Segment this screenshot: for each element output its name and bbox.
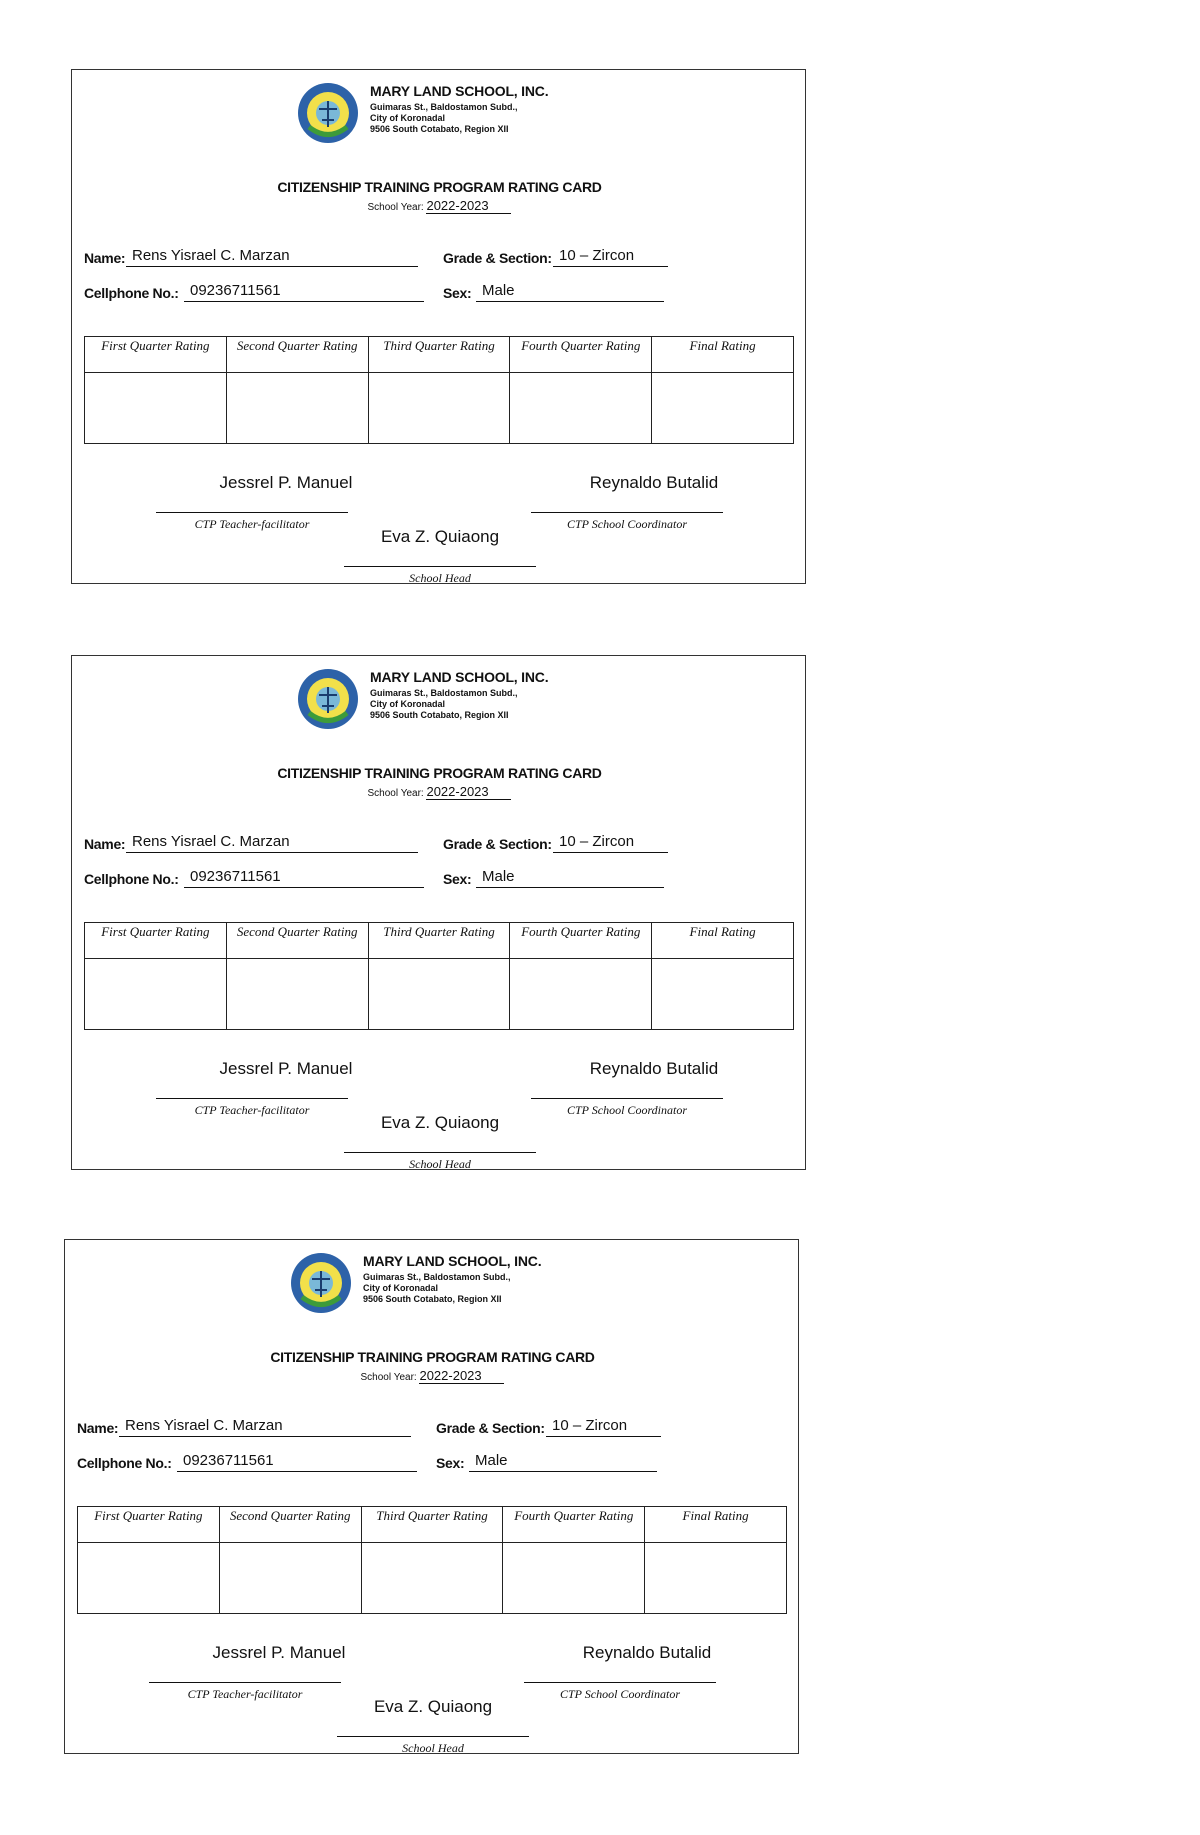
rating-cell — [510, 959, 652, 1030]
sex-field: Male — [476, 868, 664, 888]
school-address-line: 9506 South Cotabato, Region XII — [370, 124, 509, 134]
rating-cell — [85, 959, 227, 1030]
signature-line — [337, 1736, 529, 1737]
school-year-row — [65, 1368, 799, 1384]
rating-cell — [510, 373, 652, 444]
school-head-name: Eva Z. Quiaong — [380, 1113, 500, 1132]
school-head-name: Eva Z. Quiaong — [373, 1697, 493, 1716]
school-address-line: City of Koronadal — [370, 113, 446, 123]
header-second-quarter: Second Quarter Rating — [226, 337, 368, 373]
rating-cell — [652, 959, 794, 1030]
signature-line — [531, 1098, 723, 1099]
school-year-label: School Year: — [360, 1372, 417, 1383]
cellphone-label: Cellphone No.: — [84, 871, 179, 887]
grade-section-label: Grade & Section: — [443, 836, 552, 852]
school-head-name: Eva Z. Quiaong — [380, 527, 500, 546]
rating-cell — [78, 1543, 220, 1614]
name-field: Rens Yisrael C. Marzan — [126, 833, 418, 853]
grade-section-field: 10 – Zircon — [546, 1417, 661, 1437]
school-name: MARY LAND SCHOOL, INC. — [370, 83, 549, 99]
school-seal-logo — [297, 82, 359, 144]
school-address-line: 9506 South Cotabato, Region XII — [370, 710, 509, 720]
school-head-role: School Head — [402, 1741, 464, 1754]
rating-table — [84, 336, 794, 444]
header-final-rating: Final Rating — [652, 337, 794, 373]
school-head-role: School Head — [409, 571, 471, 584]
teacher-name: Jessrel P. Manuel — [212, 1643, 346, 1662]
signature-line — [156, 1098, 348, 1099]
school-year-row — [72, 784, 806, 800]
rating-table — [77, 1506, 787, 1614]
school-address-line: City of Koronadal — [363, 1283, 439, 1293]
school-address-line: Guimaras St., Baldostamon Subd., — [370, 102, 518, 112]
grade-section-field: 10 – Zircon — [553, 833, 668, 853]
header-fourth-quarter: Fourth Quarter Rating — [510, 337, 652, 373]
sex-label: Sex: — [443, 285, 472, 301]
card-title: CITIZENSHIP TRAINING PROGRAM RATING CARD — [277, 179, 602, 195]
name-label: Name: — [77, 1420, 119, 1436]
school-year-value: 2022-2023 — [426, 198, 511, 214]
rating-cell — [368, 373, 510, 444]
header-third-quarter: Third Quarter Rating — [368, 337, 510, 373]
teacher-name: Jessrel P. Manuel — [219, 1059, 353, 1078]
rating-cell — [503, 1543, 645, 1614]
name-label: Name: — [84, 836, 126, 852]
header-first-quarter: First Quarter Rating — [85, 337, 227, 373]
header-final-rating: Final Rating — [652, 923, 794, 959]
coordinator-role: CTP School Coordinator — [566, 1103, 688, 1117]
rating-cell — [652, 373, 794, 444]
coordinator-name: Reynaldo Butalid — [582, 1643, 712, 1662]
cellphone-field: 09236711561 — [184, 282, 424, 302]
cellphone-field: 09236711561 — [184, 868, 424, 888]
rating-card — [71, 69, 806, 584]
rating-cell — [226, 373, 368, 444]
header-fourth-quarter: Fourth Quarter Rating — [503, 1507, 645, 1543]
school-head-role: School Head — [409, 1157, 471, 1170]
sex-field: Male — [469, 1452, 657, 1472]
teacher-role: CTP Teacher-facilitator — [187, 1687, 303, 1701]
coordinator-role: CTP School Coordinator — [566, 517, 688, 531]
school-year-label: School Year: — [367, 202, 424, 213]
school-name: MARY LAND SCHOOL, INC. — [363, 1253, 542, 1269]
school-name: MARY LAND SCHOOL, INC. — [370, 669, 549, 685]
rating-cell — [361, 1543, 503, 1614]
coordinator-name: Reynaldo Butalid — [589, 473, 719, 492]
sex-label: Sex: — [443, 871, 472, 887]
school-seal-logo — [290, 1252, 352, 1314]
cellphone-label: Cellphone No.: — [77, 1455, 172, 1471]
coordinator-role: CTP School Coordinator — [559, 1687, 681, 1701]
school-year-label: School Year: — [367, 788, 424, 799]
signature-line — [344, 566, 536, 567]
school-address-line: Guimaras St., Baldostamon Subd., — [363, 1272, 511, 1282]
sex-label: Sex: — [436, 1455, 465, 1471]
rating-cell — [85, 373, 227, 444]
teacher-role: CTP Teacher-facilitator — [194, 517, 310, 531]
sex-field: Male — [476, 282, 664, 302]
teacher-name: Jessrel P. Manuel — [219, 473, 353, 492]
school-address-line: Guimaras St., Baldostamon Subd., — [370, 688, 518, 698]
name-label: Name: — [84, 250, 126, 266]
signature-line — [156, 512, 348, 513]
teacher-role: CTP Teacher-facilitator — [194, 1103, 310, 1117]
card-title: CITIZENSHIP TRAINING PROGRAM RATING CARD — [270, 1349, 595, 1365]
header-first-quarter: First Quarter Rating — [78, 1507, 220, 1543]
cellphone-label: Cellphone No.: — [84, 285, 179, 301]
school-year-row — [72, 198, 806, 214]
signature-line — [149, 1682, 341, 1683]
header-first-quarter: First Quarter Rating — [85, 923, 227, 959]
header-fourth-quarter: Fourth Quarter Rating — [510, 923, 652, 959]
header-second-quarter: Second Quarter Rating — [226, 923, 368, 959]
rating-cell — [219, 1543, 361, 1614]
school-address-line: City of Koronadal — [370, 699, 446, 709]
header-final-rating: Final Rating — [645, 1507, 787, 1543]
card-title: CITIZENSHIP TRAINING PROGRAM RATING CARD — [277, 765, 602, 781]
header-third-quarter: Third Quarter Rating — [361, 1507, 503, 1543]
school-address-line: 9506 South Cotabato, Region XII — [363, 1294, 502, 1304]
header-second-quarter: Second Quarter Rating — [219, 1507, 361, 1543]
grade-section-label: Grade & Section: — [443, 250, 552, 266]
rating-card — [64, 1239, 799, 1754]
rating-card — [71, 655, 806, 1170]
signature-line — [531, 512, 723, 513]
name-field: Rens Yisrael C. Marzan — [126, 247, 418, 267]
rating-table — [84, 922, 794, 1030]
rating-cell — [368, 959, 510, 1030]
rating-cell — [226, 959, 368, 1030]
coordinator-name: Reynaldo Butalid — [589, 1059, 719, 1078]
signature-line — [344, 1152, 536, 1153]
school-seal-logo — [297, 668, 359, 730]
signature-line — [524, 1682, 716, 1683]
grade-section-label: Grade & Section: — [436, 1420, 545, 1436]
rating-cell — [645, 1543, 787, 1614]
header-third-quarter: Third Quarter Rating — [368, 923, 510, 959]
grade-section-field: 10 – Zircon — [553, 247, 668, 267]
cellphone-field: 09236711561 — [177, 1452, 417, 1472]
name-field: Rens Yisrael C. Marzan — [119, 1417, 411, 1437]
school-year-value: 2022-2023 — [419, 1368, 504, 1384]
school-year-value: 2022-2023 — [426, 784, 511, 800]
